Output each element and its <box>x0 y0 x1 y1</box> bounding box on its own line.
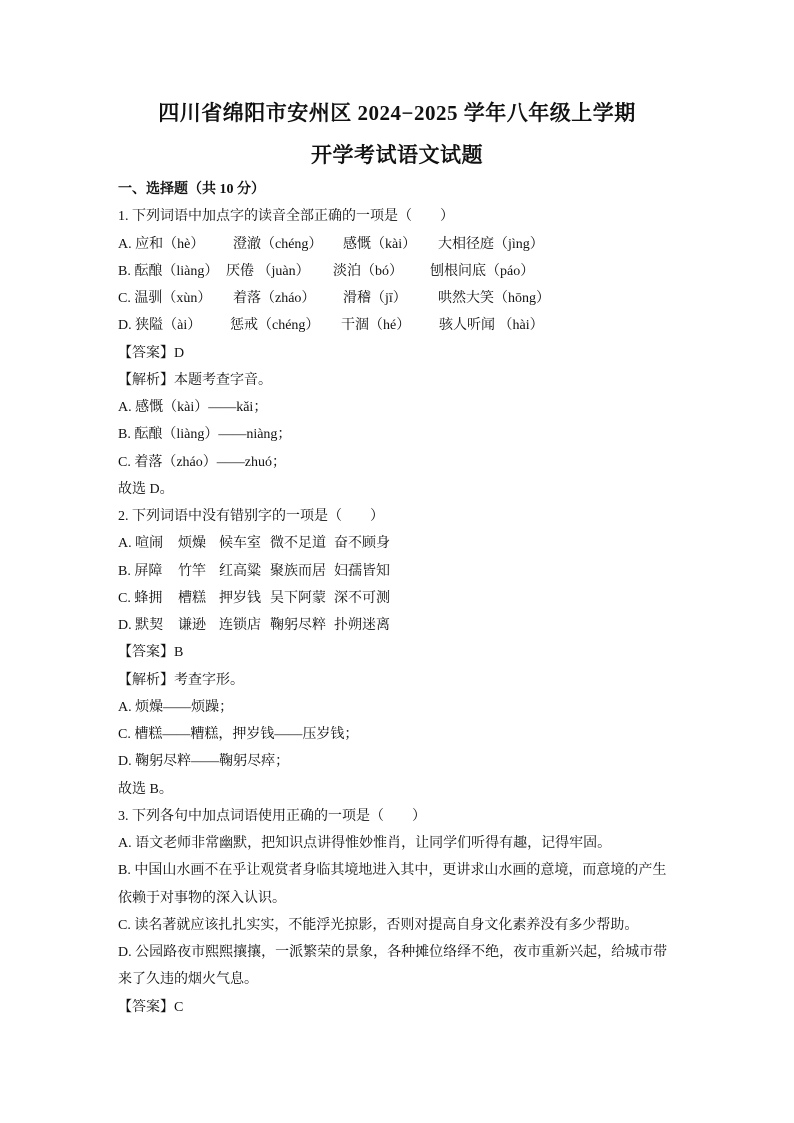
document-body <box>118 176 678 1021</box>
option-item: 奋不顾身 <box>334 536 390 552</box>
question-1-option-d <box>118 312 678 339</box>
analysis-line: A. 感慨（kài）——kǎi； <box>118 400 268 415</box>
option-item: 吴下阿蒙 <box>270 590 326 606</box>
option-item: 微不足道 <box>270 536 326 552</box>
option-item: 鞠躬尽粹 <box>270 618 326 633</box>
analysis-line: 故选 B。 <box>118 781 173 797</box>
analysis-line: C. 着落（zháo）——zhuó； <box>118 454 286 470</box>
option-item: 淡泊（bó） <box>333 263 403 279</box>
option-item: B. 屏障 <box>118 563 163 579</box>
question-3-option-d: D. 公园路夜市熙熙攘攘，一派繁荣的景象，各种摊位络绎不绝，夜市重新兴起，给城市带来了久违的烟火气息。 <box>118 945 668 988</box>
option-item: 着落（zháo） <box>233 291 316 306</box>
question-1-option-b <box>118 258 678 285</box>
question-3-option-c: C. 读名著就应该扎扎实实，不能浮光掠影，否则对提高自身文化素养没有多少帮助。 <box>118 917 639 933</box>
option-item: 厌倦 （juàn） <box>226 263 310 279</box>
option-item: 哄然大笑（hōng） <box>438 291 550 306</box>
question-3-option-b: B. 中国山水画不在乎让观赏者身临其境地进入其中，更讲求山水画的意境，而意境的产生依赖于对事物的深入认识。 <box>118 863 667 906</box>
analysis-line: 【解析】本题考查字音。 <box>118 372 272 388</box>
option-item: 红高粱 <box>219 563 261 579</box>
question-2-option-d <box>118 612 678 639</box>
document-title: 四川省绵阳市安州区 2024−2025 学年八年级上学期 <box>158 101 636 125</box>
option-item: D. 默契 <box>118 618 164 633</box>
option-item: A. 应和（hè） <box>118 236 205 252</box>
section-heading: 一、选择题（共 10 分） <box>118 182 265 197</box>
option-item: 感慨（kài） <box>343 236 417 252</box>
option-item: D. 狭隘（ài） <box>118 318 202 334</box>
option-item: 深不可测 <box>334 590 390 606</box>
analysis-line: C. 槽糕——糟糕，押岁钱——压岁钱； <box>118 727 359 742</box>
question-2-option-a <box>118 530 678 557</box>
option-item: 大相径庭（jìng） <box>438 236 544 252</box>
option-item: 骇人听闻 （hài） <box>439 318 544 334</box>
analysis-line: B. 酝酿（liàng）——niàng； <box>118 427 292 443</box>
option-item: B. 酝酿（liàng） <box>118 263 219 279</box>
question-1-stem: 1. 下列词语中加点字的读音全部正确的一项是（ ） <box>118 209 454 225</box>
question-1-option-a <box>118 231 678 258</box>
analysis-line: D. 鞠躬尽粹——鞠躬尽瘁； <box>118 754 290 770</box>
option-item: 干涸（hé） <box>341 318 411 334</box>
option-item: 竹竿 <box>178 563 206 579</box>
option-item: 刨根问底（páo） <box>430 263 535 279</box>
question-3-stem: 3. 下列各句中加点词语使用正确的一项是（ ） <box>118 808 426 824</box>
option-item: 妇孺皆知 <box>334 563 390 579</box>
analysis-line: A. 烦燥——烦躁； <box>118 699 234 715</box>
question-2-stem: 2. 下列词语中没有错别字的一项是（ ） <box>118 509 384 524</box>
document-subtitle: 开学考试语文试题 <box>311 143 483 167</box>
question-2-option-b <box>118 558 678 585</box>
question-3-answer: 【答案】C <box>118 999 184 1015</box>
question-1-answer: 【答案】D <box>118 345 185 361</box>
option-item: A. 喧闹 <box>118 536 164 552</box>
option-item: 谦逊 <box>178 618 206 633</box>
option-item: 惩戒（chéng） <box>230 318 320 334</box>
option-item: 澄澈（chéng） <box>233 236 323 252</box>
option-item: C. 温驯（xùn） <box>118 291 212 306</box>
option-item: 滑稽（jī） <box>343 291 407 306</box>
option-item: C. 蜂拥 <box>118 590 163 606</box>
option-item: 押岁钱 <box>219 590 261 606</box>
option-item: 候车室 <box>219 536 261 552</box>
option-item: 槽糕 <box>178 590 206 606</box>
option-item: 连锁店 <box>219 618 261 633</box>
option-item: 聚族而居 <box>270 563 326 579</box>
option-item: 扑朔迷离 <box>334 618 390 633</box>
question-2-answer: 【答案】B <box>118 645 184 661</box>
analysis-line: 故选 D。 <box>118 481 174 497</box>
question-2-option-c <box>118 585 678 612</box>
question-3-option-a: A. 语文老师非常幽默，把知识点讲得惟妙惟肖，让同学们听得有趣，记得牢固。 <box>118 836 612 851</box>
question-1-option-c <box>118 285 678 312</box>
analysis-line: 【解析】考查字形。 <box>118 672 244 688</box>
option-item: 烦燥 <box>178 536 206 552</box>
